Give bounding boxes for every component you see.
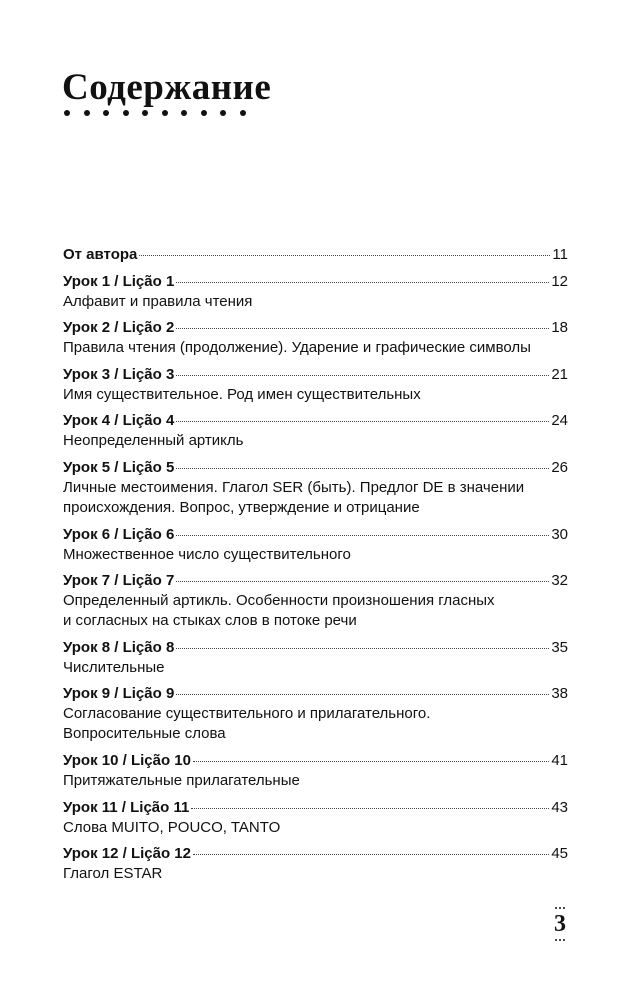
toc-entry-heading — [63, 684, 568, 704]
toc-entry-subtitle: Правила чтения (продолжение). Ударение и графические символы — [63, 339, 531, 357]
toc-entry-heading — [63, 525, 568, 545]
toc-entry-heading — [63, 365, 568, 385]
toc-entry[interactable] — [63, 571, 568, 631]
toc-entry-subtitle: Алфавит и правила чтения — [63, 292, 253, 310]
toc-entry-label: Урок 12 / Lição 12 — [63, 845, 191, 863]
toc-entry-label: Урок 5 / Lição 5 — [63, 458, 175, 476]
toc-entry-page: 18 — [551, 319, 568, 337]
toc-entry-page: 41 — [551, 751, 568, 769]
toc-entry-heading — [63, 458, 568, 478]
dot-leader — [176, 468, 549, 469]
dot-leader — [176, 581, 549, 582]
page-number-dots-bottom — [548, 938, 572, 942]
toc-entry[interactable] — [63, 245, 568, 265]
toc-entry-page: 26 — [551, 458, 568, 476]
toc-entry-page: 45 — [551, 845, 568, 863]
page-title: Содержание — [62, 67, 272, 108]
toc-entry-heading — [63, 638, 568, 658]
toc-entry-label: Урок 10 / Lição 10 — [63, 751, 191, 769]
dot-leader — [176, 328, 549, 329]
toc-entry-heading — [63, 571, 568, 591]
toc-entry[interactable] — [63, 272, 568, 312]
toc-entry[interactable] — [63, 684, 568, 744]
toc-entry-heading — [63, 411, 568, 431]
toc-entry-label: От автора — [63, 246, 138, 263]
dot-leader — [193, 854, 549, 855]
toc-entry-label: Урок 7 / Lição 7 — [63, 572, 175, 590]
table-of-contents — [63, 245, 568, 891]
toc-entry[interactable] — [63, 525, 568, 565]
toc-entry-label: Урок 3 / Lição 3 — [63, 365, 175, 383]
toc-entry-subtitle: Неопределенный артикль — [63, 432, 244, 450]
toc-entry[interactable] — [63, 411, 568, 451]
toc-entry-page: 12 — [551, 272, 568, 290]
toc-entry-label: Урок 11 / Lição 11 — [63, 798, 190, 816]
toc-entry-page: 32 — [551, 572, 568, 590]
dot-leader — [176, 421, 549, 422]
toc-entry[interactable] — [63, 458, 568, 518]
toc-entry-page: 38 — [551, 685, 568, 703]
toc-entry-heading — [63, 318, 568, 338]
toc-entry-label: Урок 4 / Lição 4 — [63, 412, 175, 430]
toc-entry-subtitle: Числительные — [63, 658, 165, 676]
dot-leader — [176, 648, 549, 649]
toc-entry[interactable] — [63, 844, 568, 884]
toc-entry-subtitle: Слова MUITO, POUCO, TANTO — [63, 818, 281, 836]
toc-entry-heading — [63, 245, 568, 265]
toc-entry-heading — [63, 798, 568, 818]
toc-entry-heading — [63, 844, 568, 864]
toc-entry[interactable] — [63, 638, 568, 678]
toc-entry-page: 30 — [551, 525, 568, 543]
toc-entry-label: Урок 8 / Lição 8 — [63, 638, 175, 656]
toc-entry-heading — [63, 272, 568, 292]
toc-entry[interactable] — [63, 798, 568, 838]
toc-entry-label: Урок 6 / Lição 6 — [63, 525, 175, 543]
toc-entry-page: 11 — [552, 246, 568, 263]
page-number — [548, 906, 572, 942]
toc-entry-subtitle: Личные местоимения. Глагол SER (быть). Предлог DE в значении происхождения. Вопрос, утверждение и отрицание — [63, 478, 525, 516]
title-dot-divider — [64, 110, 246, 116]
toc-entry-subtitle: Имя существительное. Род имен существительных — [63, 385, 421, 403]
toc-entry-heading — [63, 751, 568, 771]
dot-leader — [193, 761, 549, 762]
toc-entry-subtitle: Согласование существительного и прилагательного. Вопросительные слова — [63, 705, 431, 743]
dot-leader — [176, 694, 549, 695]
toc-entry-page: 21 — [551, 365, 568, 383]
dot-leader — [191, 808, 549, 809]
toc-entry-subtitle: Множественное число существительного — [63, 545, 351, 563]
toc-entry[interactable] — [63, 751, 568, 791]
toc-entry-page: 24 — [551, 412, 568, 430]
dot-leader — [176, 535, 549, 536]
toc-entry[interactable] — [63, 318, 568, 358]
dot-leader — [176, 282, 549, 283]
page-number-dots-top — [548, 906, 572, 910]
dot-leader — [139, 255, 550, 256]
toc-entry-label: Урок 1 / Lição 1 — [63, 272, 175, 290]
toc-entry-subtitle: Определенный артикль. Особенности произношения гласных и согласных на стыках слов в потоке речи — [63, 592, 495, 630]
toc-entry-page: 43 — [551, 798, 568, 816]
toc-entry-label: Урок 9 / Lição 9 — [63, 685, 175, 703]
dot-leader — [176, 375, 549, 376]
toc-entry[interactable] — [63, 365, 568, 405]
page-number-value: 3 — [554, 911, 566, 937]
toc-entry-label: Урок 2 / Lição 2 — [63, 319, 175, 337]
toc-entry-subtitle: Притяжательные прилагательные — [63, 771, 300, 789]
toc-entry-page: 35 — [551, 638, 568, 656]
toc-entry-subtitle: Глагол ESTAR — [63, 865, 163, 883]
